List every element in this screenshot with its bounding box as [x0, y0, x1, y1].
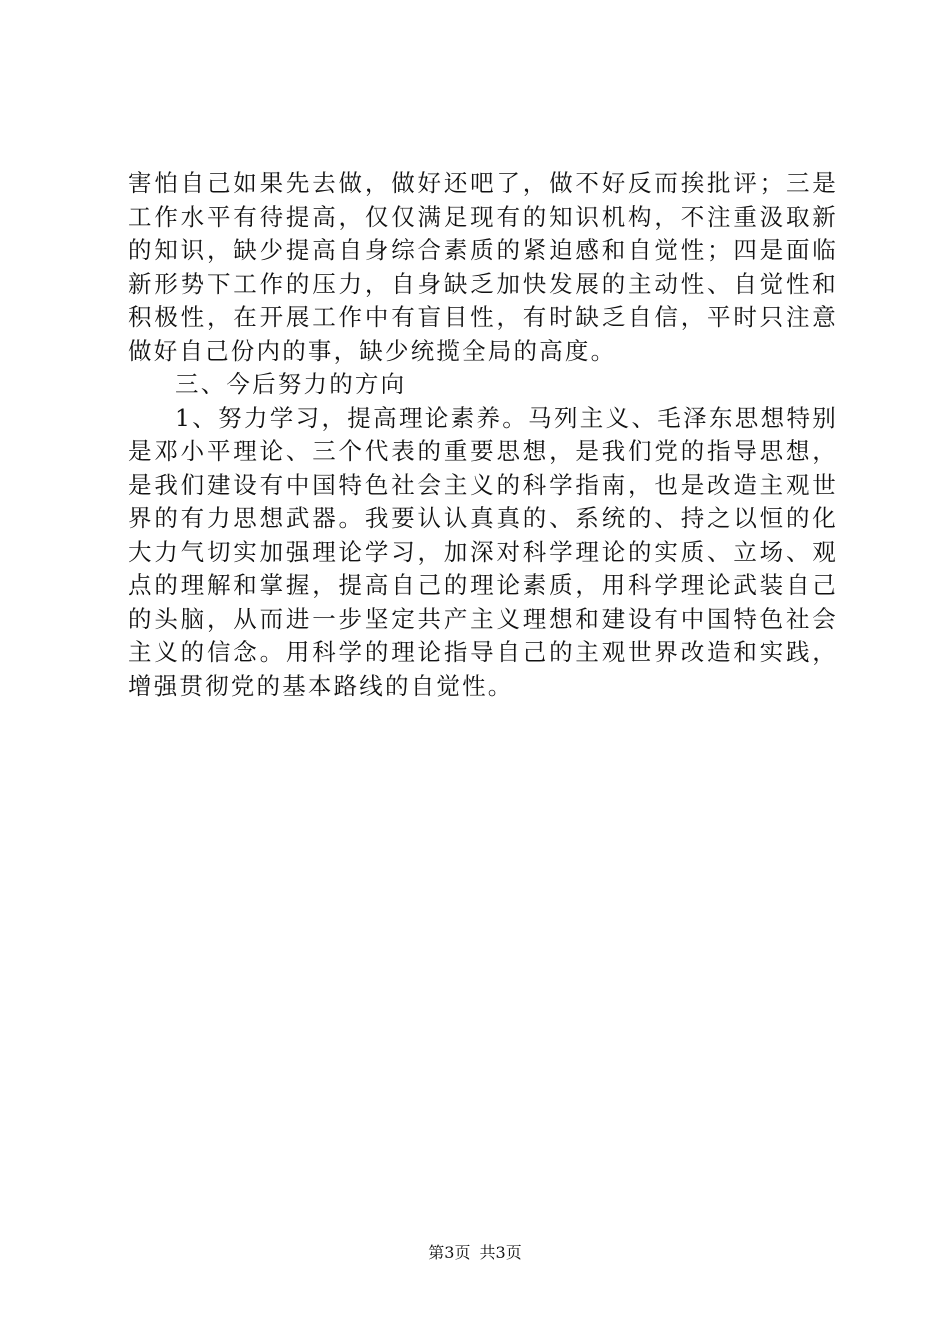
paragraph-continuation: 害怕自己如果先去做，做好还吧了，做不好反而挨批评；三是工作水平有待提高，仅仅满足现有的知识机构，不注重汲取新的知识，缺少提高自身综合素质的紧迫感和自觉性；四是面临新形势下工作的压力，自身缺乏加快发展的主动性、自觉性和积极性，在开展工作中有盲目性，有时缺乏自信，平时只注意做好自己份内的事，缺少统揽全局的高度。 [128, 169, 838, 365]
document-body [128, 167, 838, 703]
section-heading: 三、今后努力的方向 [175, 370, 407, 398]
page-footer: 第3页 共3页 [428, 1243, 522, 1262]
paragraph-study-theory: 1、努力学习，提高理论素养。马列主义、毛泽东思想特别是邓小平理论、三个代表的重要思想，是我们党的指导思想，是我们建设有中国特色社会主义的科学指南，也是改造主观世界的有力思想武器。我要认认真真的、系统的、持之以恒的化大力气切实加强理论学习，加深对科学理论的实质、立场、观点的理解和掌握，提高自己的理论素质，用科学理论武装自己的头脑，从而进一步坚定共产主义理想和建设有中国特色社会主义的信念。用科学的理论指导自己的主观世界改造和实践，增强贯彻党的基本路线的自觉性。 [128, 403, 838, 700]
